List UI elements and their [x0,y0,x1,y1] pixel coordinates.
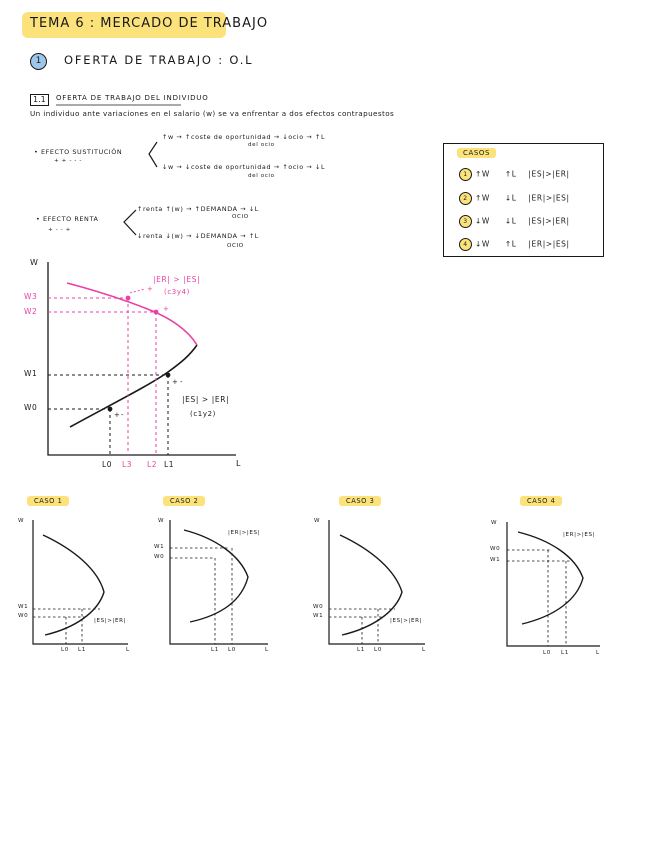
upper-condition: |ER| > |ES| [153,275,201,284]
renta-line2b: OCIO [227,243,244,249]
case-number: 4 [459,238,472,251]
caso-3-w-top: W0 [313,604,324,610]
label-l0: L0 [102,460,113,469]
caso-4-w-top: W0 [490,546,501,552]
caso-1-graph [33,520,128,644]
case-number: 1 [459,168,472,181]
minus-sign: - [180,378,184,386]
caso-1-x-label: L [126,647,130,653]
main-x-axis-label: L [236,459,242,468]
lower-condition: |ES| > |ER| [182,395,230,404]
case-number: 3 [459,215,472,228]
caso-3-label: CASO 3 [339,496,381,506]
caso-2-y-label: W [158,518,165,524]
efecto-sustitucion-label: • EFECTO SUSTITUCIÓN [34,148,123,156]
section-number: 1 [30,53,47,70]
label-l3: L3 [122,460,133,469]
caso-4-label: CASO 4 [520,496,562,506]
caso-2-x-label: L [265,647,269,653]
minus-sign: - [121,411,125,419]
case-w: ↑W [474,193,490,203]
caso-1-w-top: W1 [18,604,29,610]
case-condition: |ES|>|ER| [528,169,570,179]
caso-2-l-left: L1 [211,647,219,653]
caso-2-label: CASO 2 [163,496,205,506]
label-w2: W2 [24,307,38,316]
caso-4-w-bot: W1 [490,557,501,563]
case-number: 2 [459,192,472,205]
plus-sign: + [163,305,170,313]
caso-3-l-left: L1 [357,647,365,653]
upper-cases: (c3y4) [164,288,190,296]
efecto-renta-label: • EFECTO RENTA [36,215,99,223]
caso-2-w-bot: W0 [154,554,165,560]
sustitucion-line2b: del ocio [248,173,275,179]
plus-sign: + [172,378,179,386]
section-title: OFERTA DE TRABAJO : O.L [64,53,254,67]
case-l: ↑L [504,239,517,249]
efecto-renta-signs: + - - + [48,227,71,233]
case-l: ↓L [504,193,517,203]
caso-1-l-right: L1 [78,647,86,653]
case-l: ↓L [504,216,517,226]
lower-cases: (c1y2) [190,410,216,418]
caso-3-note: |ES|>|ER| [390,618,423,624]
caso-4-l-right: L1 [561,650,569,656]
casos-label: CASOS [457,148,496,158]
caso-4-note: |ER|>|ES| [563,532,596,538]
caso-2-graph [170,520,268,644]
caso-1-l-left: L0 [61,647,69,653]
sustitucion-line2: ↓w → ↓coste de oportunidad → ↑ocio → ↓L [162,163,326,171]
caso-3-x-label: L [422,647,426,653]
case-w: ↓W [474,216,490,226]
case-w: ↓W [474,239,490,249]
caso-3-w-bot: W1 [313,613,324,619]
label-w0: W0 [24,403,38,412]
label-w1: W1 [24,369,38,378]
plus-sign: + [114,411,121,419]
caso-1-w-bot: W0 [18,613,29,619]
caso-4-x-label: L [596,650,600,656]
caso-2-w-top: W1 [154,544,165,550]
caso-4-y-label: W [491,520,498,526]
case-l: ↑L [504,169,517,179]
caso-1-label: CASO 1 [27,496,69,506]
caso-3-y-label: W [314,518,321,524]
renta-line1b: OCIO [232,214,249,220]
caso-4-graph [507,522,600,646]
renta-line2: ↓renta ↓(w) → ↓DEMANDA → ↑L [137,232,259,240]
label-l1: L1 [164,460,175,469]
caso-3-l-right: L0 [374,647,382,653]
caso-2-l-right: L0 [228,647,236,653]
caso-2-note: |ER|>|ES| [228,530,261,536]
caso-1-note: |ES|>|ER| [94,618,127,624]
caso-1-y-label: W [18,518,25,524]
sustitucion-line1b: del ocio [248,142,275,148]
caso-3-graph [329,520,425,644]
page-title: TEMA 6 : MERCADO DE TRABAJO [30,16,269,31]
renta-line1: ↑renta ↑(w) → ↑DEMANDA → ↓L [137,205,259,213]
main-y-axis-label: W [30,258,39,267]
intro-text: Un individuo ante variaciones en el salario (w) se va enfrentar a dos efectos contrapuestos [30,109,395,118]
caso-4-l-left: L0 [543,650,551,656]
case-condition: |ER|>|ES| [528,193,570,203]
case-condition: |ER|>|ES| [528,239,570,249]
subsection-number: 1.1 [30,94,49,106]
subsection-title: OFERTA DE TRABAJO DEL INDIVIDUO [56,94,209,102]
label-w3: W3 [24,292,38,301]
sustitucion-line1: ↑w → ↑coste de oportunidad → ↓ocio → ↑L [162,133,326,141]
case-condition: |ES|>|ER| [528,216,570,226]
efecto-sustitucion-signs: + + - - - [54,158,82,164]
label-l2: L2 [147,460,158,469]
case-w: ↑W [474,169,490,179]
plus-sign: + [147,285,154,293]
